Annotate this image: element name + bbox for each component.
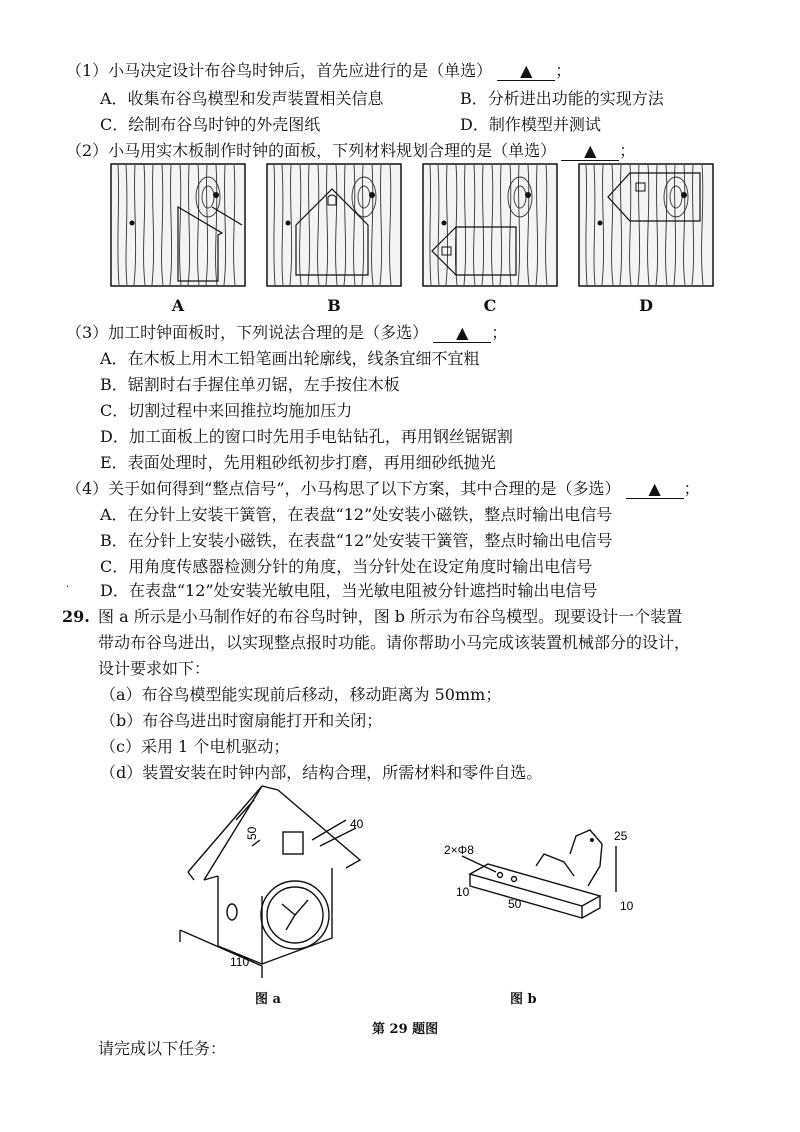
q4-stem-line [66,478,700,500]
q1-option-d: D．制作模型并测试 [460,115,601,134]
board-figure-a [110,163,246,287]
q1-end: ； [555,61,572,80]
q4-mark: ▲ [648,479,661,498]
cuckoo-model-figure [440,826,660,936]
board-figure-b [266,163,402,287]
q29-number: 29. [62,607,90,626]
q29-intro-line-2: 带动布谷鸟进出，以实现整点报时功能。请你帮助小马完成该装置机械部分的设计， [98,633,691,652]
q3-option-e: E．表面处理时，先用粗砂纸初步打磨，再用细砂纸抛光 [100,453,496,472]
q29-req-c: （c）采用 1 个电机驱动； [100,737,290,756]
q3-stem-line [66,322,507,344]
q2-end: ； [619,141,636,160]
fig-a-caption: 图 a [255,992,281,1007]
q1-answer-blank[interactable] [497,62,555,81]
fig-a-dim-40: 40 [350,817,364,831]
fig-b-dim-25: 25 [614,829,628,843]
q4-stem: （4）关于如何得到“整点信号”，小马构思了以下方案，其中合理的是（多选） [66,479,621,498]
board-label-c: C [483,296,497,315]
q29-intro-line-1: 图 a 所示是小马制作好的布谷鸟时钟，图 b 所示为布谷鸟模型。现要设计一个装置 [98,607,683,626]
q2-stem: （2）小马用实木板制作时钟的面板，下列材料规划合理的是（单选） [66,141,557,160]
q29-task: 请完成以下任务： [98,1039,227,1058]
q2-answer-blank[interactable] [561,142,619,161]
q4-option-c: C．用角度传感器检测分针的角度，当分针处在设定角度时输出电信号 [100,557,593,576]
q4-end: ； [683,479,700,498]
figure-caption: 第 29 题图 [372,1022,439,1037]
q4-option-b: B．在分针上安装小磁铁，在表盘“12”处安装干簧管，整点时输出电信号 [100,531,613,550]
q1-stem: （1）小马决定设计布谷鸟时钟后，首先应进行的是（单选） [66,61,493,80]
q1-mark: ▲ [520,61,533,80]
q1-option-c: C．绘制布谷鸟时钟的外壳图纸 [100,115,321,134]
fig-b-caption: 图 b [510,992,537,1007]
q3-option-d: D．加工面板上的窗口时先用手电钻钻孔，再用钢丝锯锯割 [100,427,513,446]
q2-mark: ▲ [584,141,597,160]
q1-option-b: B．分析进出功能的实现方法 [460,89,664,108]
q29-intro-line-3: 设计要求如下： [98,659,211,678]
q3-answer-blank[interactable] [433,324,491,343]
stray-dot: · [66,582,70,593]
q3-mark: ▲ [456,323,469,342]
q29-req-d: （d）装置安装在时钟内部，结构合理，所需材料和零件自选。 [100,763,543,782]
q29-req-a: （a）布谷鸟模型能实现前后移动，移动距离为 50mm； [100,685,502,704]
q3-end: ； [491,323,508,342]
fig-a-dim-50: 50 [245,826,259,840]
q4-answer-blank[interactable] [626,480,684,499]
q3-option-c: C．切割过程中来回推拉均施加压力 [100,401,353,420]
q1-option-a: A．收集布谷鸟模型和发声装置相关信息 [100,89,384,108]
cuckoo-clock-figure [170,780,390,980]
board-figure-c [422,163,558,287]
board-label-b: B [327,296,341,315]
fig-b-dim-10-left: 10 [456,885,470,899]
fig-b-dim-50: 50 [508,897,522,911]
fig-b-dim-10-right: 10 [620,899,634,913]
q3-option-b: B．锯割时右手握住单刃锯，左手按住木板 [100,375,400,394]
q2-stem-line [66,140,635,162]
q4-option-d: D．在表盘“12”处安装光敏电阻，当光敏电阻被分针遮挡时输出电信号 [100,581,598,600]
board-label-a: A [171,296,185,315]
fig-a-dim-110: 110 [230,955,250,969]
fig-b-dim-holes: 2×Φ8 [444,843,474,857]
board-figure-d [578,163,714,287]
q29-req-b: （b）布谷鸟进出时窗扇能打开和关闭； [100,711,383,730]
q1-stem-line [66,60,571,82]
board-label-d: D [639,296,653,315]
q4-option-a: A．在分针上安装干簧管，在表盘“12”处安装小磁铁，整点时输出电信号 [100,505,613,524]
q3-stem: （3）加工时钟面板时，下列说法合理的是（多选） [66,323,429,342]
q3-option-a: A．在木板上用木工铅笔画出轮廓线，线条宜细不宜粗 [100,349,480,368]
